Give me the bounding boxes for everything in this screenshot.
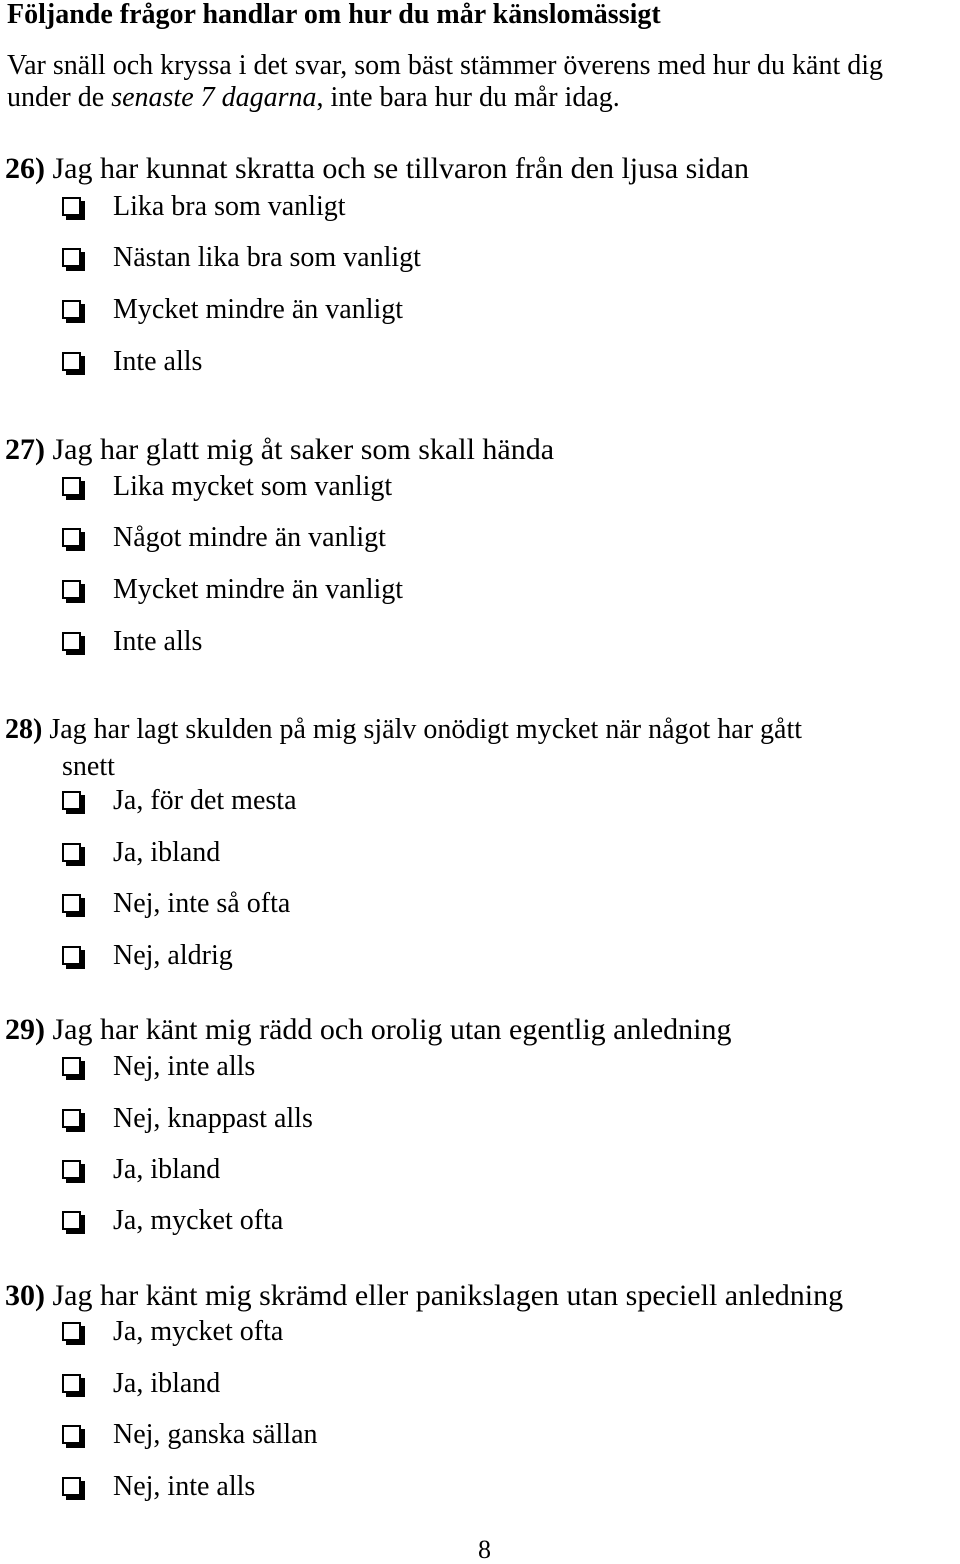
instructions-text: Var snäll och kryssa i det svar, som bäst stämmer överens med hur du känt dig under de <box>7 50 884 113</box>
answer-option[interactable] <box>62 1205 283 1237</box>
question-number: 29) <box>5 1013 45 1046</box>
answer-option[interactable] <box>62 785 297 817</box>
option-label: Nej, inte alls <box>113 1471 256 1502</box>
question-27-title <box>5 431 554 469</box>
section-heading: Följande frågor handlar om hur du mår känslomässigt <box>7 0 661 30</box>
question-28-title <box>5 711 802 748</box>
question-text: Jag har lagt skulden på mig själv onödigt mycket när något har gått <box>49 714 803 745</box>
checkbox[interactable] <box>62 1322 81 1341</box>
answer-option[interactable] <box>62 1316 283 1348</box>
option-label: Mycket mindre än vanligt <box>113 574 404 605</box>
option-label: Nej, knappast alls <box>113 1103 313 1134</box>
instructions <box>7 50 952 114</box>
question-29-title <box>5 1011 731 1049</box>
checkbox[interactable] <box>62 197 81 216</box>
checkbox[interactable] <box>62 352 81 371</box>
checkbox[interactable] <box>62 248 81 267</box>
answer-option[interactable] <box>62 242 421 274</box>
option-label: Inte alls <box>113 346 203 377</box>
option-label: Nej, inte alls <box>113 1051 256 1082</box>
answer-option[interactable] <box>62 1419 318 1451</box>
checkbox[interactable] <box>62 1374 81 1393</box>
question-text: Jag har känt mig skrämd eller panikslagen utan speciell anledning <box>52 1279 844 1312</box>
checkbox[interactable] <box>62 1211 81 1230</box>
checkbox[interactable] <box>62 632 81 651</box>
instructions-emphasis: senaste 7 dagarna <box>111 82 317 113</box>
option-label: Ja, mycket ofta <box>113 1316 284 1347</box>
checkbox[interactable] <box>62 1057 81 1076</box>
question-26-title <box>5 150 749 188</box>
question-28-title-continued: snett <box>62 751 115 782</box>
option-label: Lika bra som vanligt <box>113 191 346 222</box>
question-text: Jag har känt mig rädd och orolig utan egentlig anledning <box>52 1013 732 1046</box>
option-label: Nej, inte så ofta <box>113 888 291 919</box>
answer-option[interactable] <box>62 191 346 223</box>
checkbox[interactable] <box>62 580 81 599</box>
answer-option[interactable] <box>62 626 202 658</box>
question-30-title <box>5 1277 843 1315</box>
answer-option[interactable] <box>62 940 233 972</box>
option-label: Något mindre än vanligt <box>113 522 386 553</box>
answer-option[interactable] <box>62 522 386 554</box>
checkbox[interactable] <box>62 477 81 496</box>
checkbox[interactable] <box>62 1477 81 1496</box>
answer-option[interactable] <box>62 1051 255 1083</box>
option-label: Nästan lika bra som vanligt <box>113 242 421 273</box>
option-label: Ja, mycket ofta <box>113 1205 284 1236</box>
answer-option[interactable] <box>62 1368 220 1400</box>
question-number: 27) <box>5 433 45 466</box>
question-number: 30) <box>5 1279 45 1312</box>
question-number: 28) <box>5 714 43 745</box>
page-number: 8 <box>478 1535 491 1564</box>
option-label: Ja, ibland <box>113 1368 221 1399</box>
answer-option[interactable] <box>62 346 202 378</box>
checkbox[interactable] <box>62 300 81 319</box>
answer-option[interactable] <box>62 837 220 869</box>
checkbox[interactable] <box>62 528 81 547</box>
answer-option[interactable] <box>62 1154 220 1186</box>
answer-option[interactable] <box>62 888 290 920</box>
checkbox[interactable] <box>62 791 81 810</box>
option-label: Mycket mindre än vanligt <box>113 294 404 325</box>
question-text: Jag har glatt mig åt saker som skall hända <box>52 433 555 466</box>
checkbox[interactable] <box>62 1109 81 1128</box>
option-label: Ja, ibland <box>113 1154 221 1185</box>
answer-option[interactable] <box>62 471 392 503</box>
checkbox[interactable] <box>62 894 81 913</box>
option-label: Inte alls <box>113 626 203 657</box>
option-label: Lika mycket som vanligt <box>113 471 393 502</box>
option-label: Ja, för det mesta <box>113 785 297 816</box>
option-label: Ja, ibland <box>113 837 221 868</box>
question-number: 26) <box>5 152 45 185</box>
checkbox[interactable] <box>62 1425 81 1444</box>
answer-option[interactable] <box>62 1103 313 1135</box>
checkbox[interactable] <box>62 843 81 862</box>
question-text: Jag har kunnat skratta och se tillvaron från den ljusa sidan <box>52 152 749 185</box>
checkbox[interactable] <box>62 1160 81 1179</box>
answer-option[interactable] <box>62 1471 255 1503</box>
answer-option[interactable] <box>62 294 403 326</box>
instructions-text-end: , inte bara hur du mår idag. <box>316 82 620 113</box>
answer-option[interactable] <box>62 574 403 606</box>
option-label: Nej, aldrig <box>113 940 233 971</box>
checkbox[interactable] <box>62 946 81 965</box>
option-label: Nej, ganska sällan <box>113 1419 318 1450</box>
